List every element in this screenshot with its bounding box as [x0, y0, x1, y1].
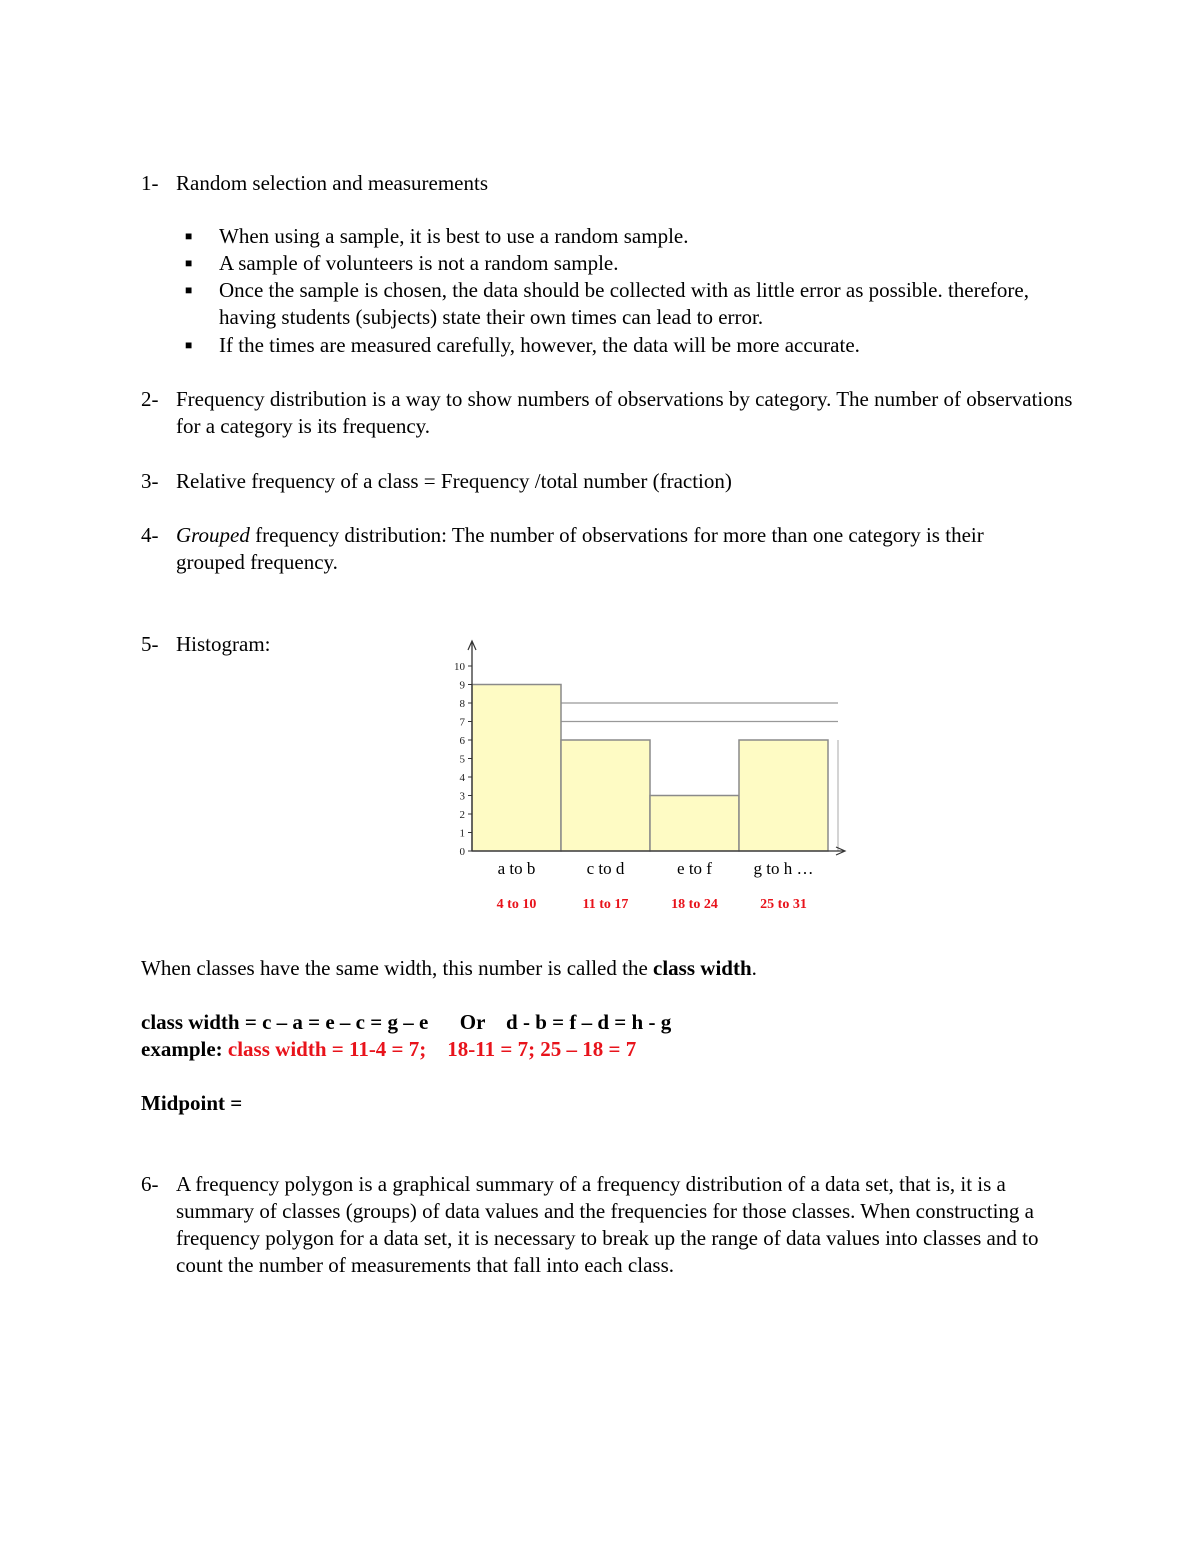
category-label: e to f [677, 859, 712, 878]
histogram-bar [650, 796, 739, 852]
histogram-bar [739, 740, 828, 851]
item-4-body: frequency distribution: The number of observations for more than one category is their grouped frequency. [176, 523, 984, 574]
y-tick-label: 0 [459, 846, 465, 858]
y-tick-label: 3 [459, 790, 465, 803]
class-range-label: 4 to 10 [496, 897, 537, 912]
class-width-formula: class width = c – a = e – c = g – e Or d - b = f – d = h - g [141, 1010, 672, 1034]
category-label: g to h … [753, 859, 814, 878]
category-label: a to b [497, 859, 536, 878]
y-tick-label: 6 [459, 735, 465, 747]
item-3-number: 3- [141, 469, 159, 493]
item-5-text: Histogram: [176, 632, 271, 656]
item-1-title: Random selection and measurements [176, 171, 488, 195]
example-label: example: [141, 1037, 228, 1061]
class-width-example [141, 1036, 636, 1063]
bullet-4: If the times are measured carefully, however, the data will be more accurate. [219, 333, 860, 357]
y-tick-label: 7 [459, 716, 465, 729]
y-tick-label: 2 [459, 809, 465, 821]
y-tick-label: 5 [459, 753, 465, 766]
histogram-bar [561, 740, 650, 851]
histogram-bar [472, 685, 561, 852]
square-bullet-icon: ■ [185, 283, 193, 297]
y-tick-label: 1 [459, 827, 465, 840]
item-4-italic: Grouped [176, 523, 250, 547]
item-2-text: Frequency distribution is a way to show numbers of observations by category. The number of observations for a category is its frequency. [176, 387, 1073, 438]
item-4-text [176, 522, 1056, 576]
midpoint-label: Midpoint = [141, 1091, 243, 1115]
bullet-3: Once the sample is chosen, the data should be collected with as little error as possible. therefore, having students (subjects) state their own times can lead to error. [219, 278, 1029, 329]
histogram-chart [420, 636, 860, 926]
class-width-intro-end: . [751, 956, 757, 980]
item-5-number: 5- [141, 632, 159, 656]
class-range-label: 18 to 24 [671, 897, 718, 912]
item-6-text: A frequency polygon is a graphical summary of a frequency distribution of a data set, that is, it is a summary of classes (groups) of data values and the frequencies for those classes. When constructing a frequency polygon for a data set, it is necessary to break up the range of data values into classes and to count the number of measurements that fall into each class. [176, 1172, 1039, 1277]
item-2-number: 2- [141, 387, 159, 411]
item-6-number: 6- [141, 1172, 159, 1196]
item-3-text: Relative frequency of a class = Frequency /total number (fraction) [176, 469, 732, 493]
class-width-intro [141, 955, 757, 982]
item-1-number: 1- [141, 171, 159, 195]
y-tick-label: 8 [459, 698, 465, 710]
example-values: class width = 11-4 = 7; 18-11 = 7; 25 – 18 = 7 [227, 1037, 637, 1061]
bullet-2: A sample of volunteers is not a random sample. [219, 251, 619, 275]
y-tick-label: 9 [459, 679, 465, 692]
y-tick-label: 10 [454, 661, 465, 673]
class-range-label: 11 to 17 [582, 897, 629, 912]
class-width-term: class width [653, 956, 752, 980]
square-bullet-icon: ■ [185, 229, 193, 243]
category-label: c to d [586, 859, 625, 878]
class-range-label: 25 to 31 [760, 897, 807, 912]
square-bullet-icon: ■ [185, 256, 193, 270]
y-tick-label: 4 [459, 772, 465, 784]
square-bullet-icon: ■ [185, 338, 193, 352]
bullet-1: When using a sample, it is best to use a random sample. [219, 224, 689, 248]
class-width-intro-text: When classes have the same width, this number is called the [141, 956, 654, 980]
item-4-number: 4- [141, 523, 159, 547]
